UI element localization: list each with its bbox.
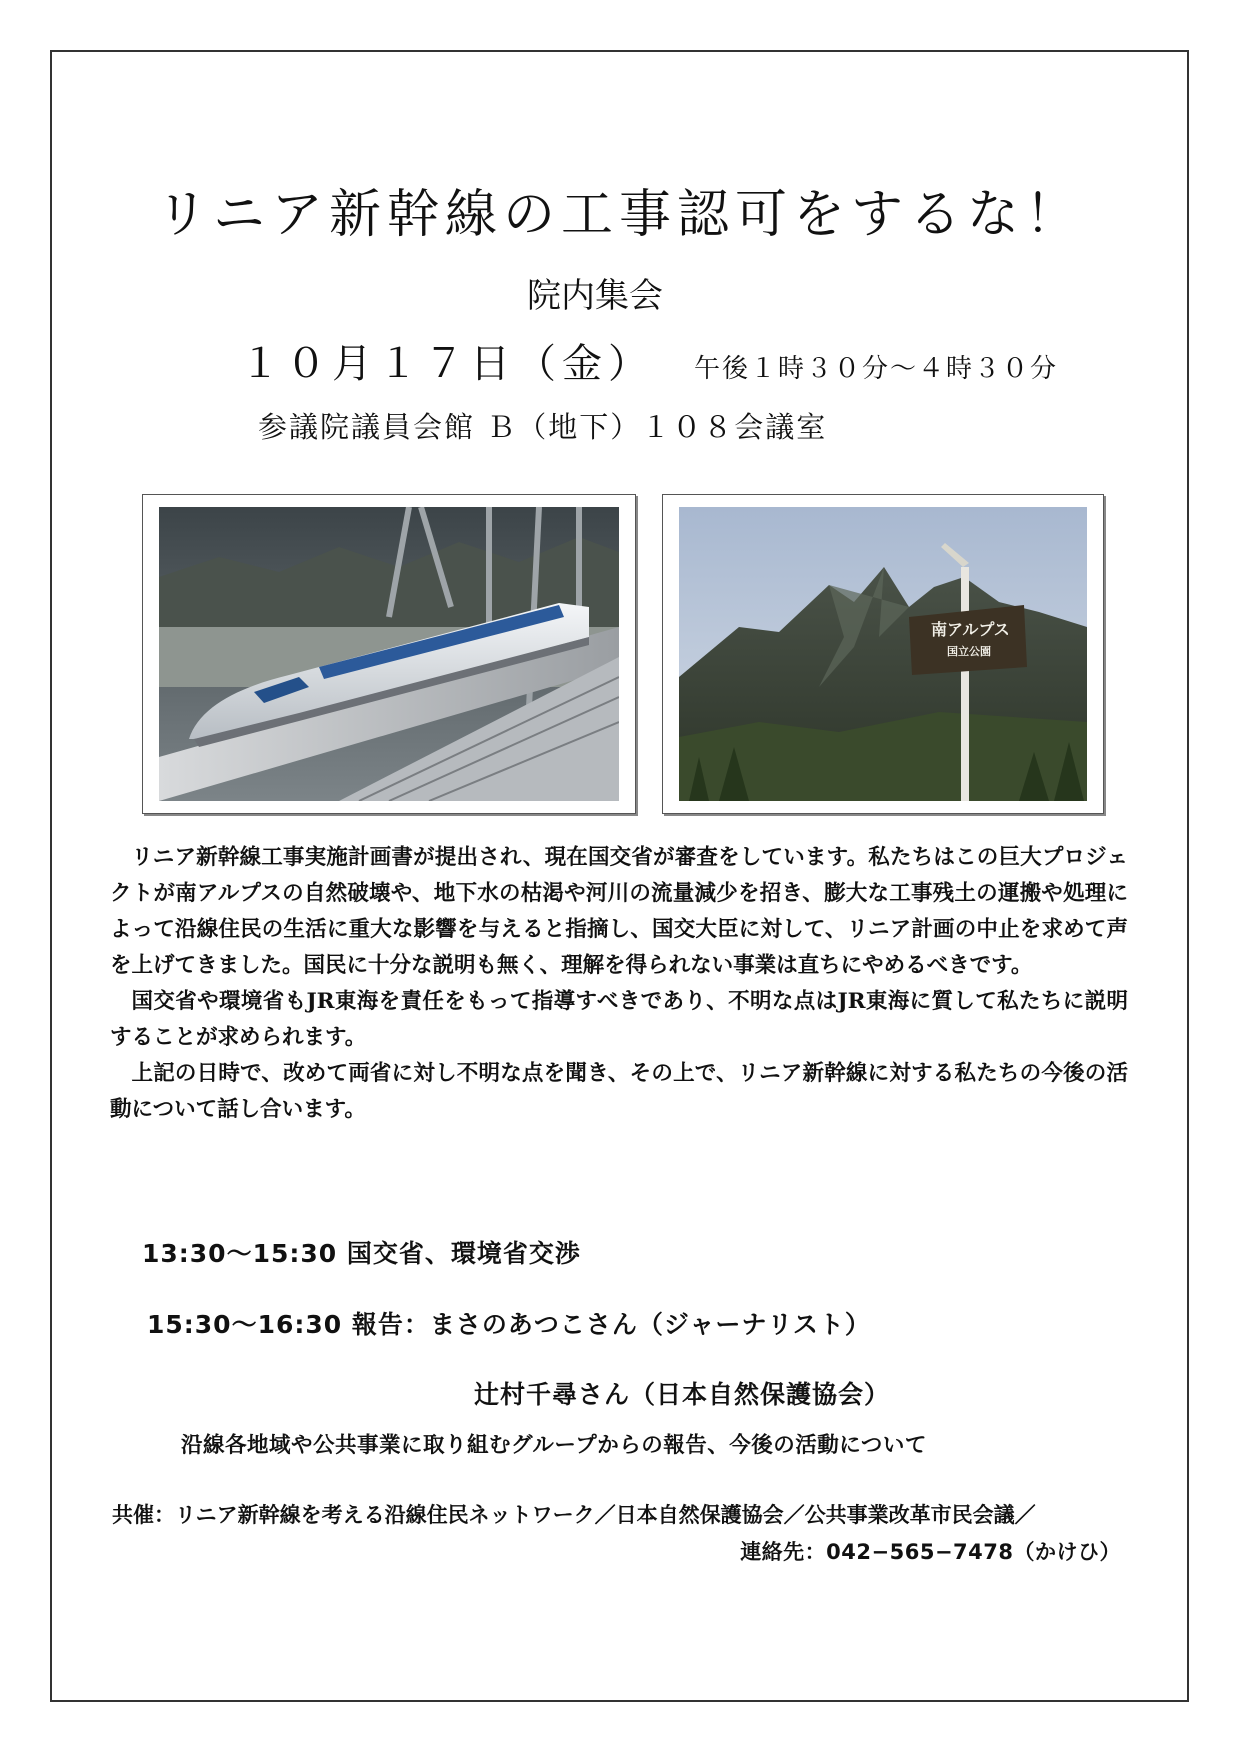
sign-subtitle: 国立公園 [947,645,991,658]
event-date: １０月１７日（金） [240,341,654,387]
body-text [110,840,1128,1128]
event-datetime [240,332,1058,389]
event-time: 午後１時３０分〜４時３０分 [694,354,1059,384]
event-venue: 参議院議員会館 Ｂ（地下）１０８会議室 [258,410,828,444]
schedule-item-1: 13:30〜15:30 国交省、環境省交渉 [142,1239,581,1268]
schedule-item-3: 辻村千尋さん（日本自然保護協会） [474,1380,891,1409]
organizers: 共催：リニア新幹線を考える沿線住民ネットワーク／日本自然保護協会／公共事業改革市民会議／ [112,1503,1036,1527]
maglev-train-photo [142,494,636,814]
page-title: リニア新幹線の工事認可をするな！ [156,185,1083,245]
schedule-item-4: 沿線各地域や公共事業に取り組むグループからの報告、今後の活動について [181,1433,927,1458]
body-paragraph-2: 国交省や環境省もJR東海を責任をもって指導すべきであり、不明な点はJR東海に質して私たちに説明することが求められます。 [110,989,1128,1050]
body-paragraph-3: 上記の日時で、改めて両省に対し不明な点を聞き、その上で、リニア新幹線に対する私たちの今後の活動について話し合います。 [110,1061,1128,1122]
sign-title: 南アルプス [931,620,1010,639]
southern-alps-photo [662,494,1104,814]
schedule-item-2: 15:30〜16:30 報告：まさのあつこさん（ジャーナリスト） [147,1310,871,1339]
contact-info: 連絡先：042−565−7478（かけひ） [740,1540,1121,1564]
event-type: 院内集会 [527,276,663,316]
body-paragraph-1: リニア新幹線工事実施計画書が提出され、現在国交省が審査をしています。私たちはこの巨大プロジェクトが南アルプスの自然破壊や、地下水の枯渇や河川の流量減少を招き、膨大な工事残土の運搬や処理によって沿線住民の生活に重大な影響を与えると指摘し、国交大臣に対して、リニア計画の中止を求めて声を上げてきました。国民に十分な説明も無く、理解を得られない事業は直ちにやめるべきです。 [110,845,1128,978]
